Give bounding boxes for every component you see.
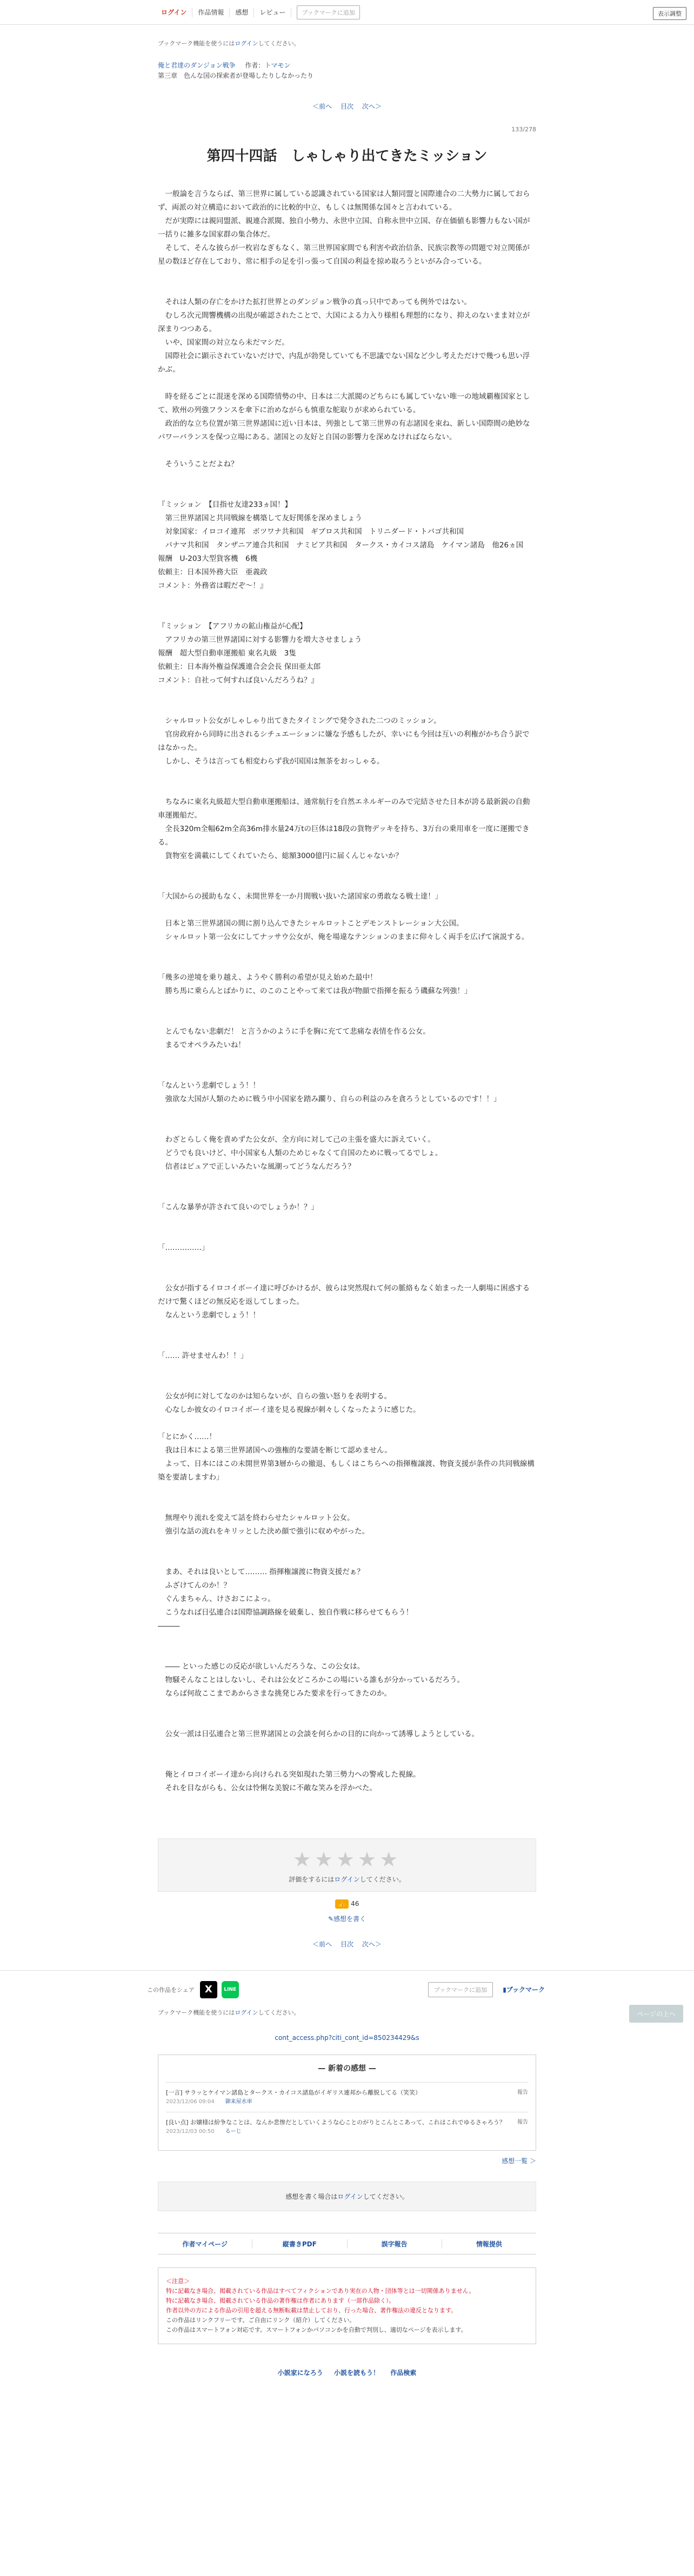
body-paragraph: 心なしか彼女のイロコイボーイ達を見る視線が刺々しくなったように感じた。: [158, 1406, 421, 1414]
body-paragraph: 強引な話の流れをキリッとした決め顔で強引に収めやがった。: [158, 1527, 369, 1536]
body-paragraph: [158, 1741, 536, 1755]
body-paragraph: アフリカの第三世界諸国に対する影響力を増大させましょう: [158, 635, 362, 644]
body-paragraph: [158, 1538, 536, 1552]
view-adjust-button[interactable]: 表示調整: [653, 7, 686, 20]
write-box-prefix: 感想を書く場合は: [285, 2193, 338, 2200]
body-paragraph: 「なんという悲劇でしょう！！: [158, 1081, 260, 1090]
body-paragraph: [158, 1701, 536, 1714]
body-paragraph: 日本と第三世界諸国の間に割り込んできたシャルロットことデモンストレーション大公国。: [158, 919, 464, 928]
footer-links: [158, 2233, 536, 2254]
search-link[interactable]: 作品検索: [390, 2369, 417, 2377]
body-paragraph: とんでもない悲劇だ！ と言うかのように手を胸に充てて悲痛な表情を作る公女。: [158, 1027, 430, 1036]
body-paragraph: [158, 606, 536, 620]
vertical-pdf-link[interactable]: 縦書きPDF: [252, 2239, 347, 2249]
bookmark-notice-bottom-login-link[interactable]: ログイン: [235, 2009, 258, 2016]
body-paragraph: 『ミッション 【アフリカの鉱山権益が心配】: [158, 622, 307, 631]
body-paragraph: [158, 998, 536, 1012]
body-paragraph: [158, 1363, 536, 1376]
body-paragraph: 俺とイロコイボーイ達から向けられる突如現れた第三勢力への警戒した視線。: [158, 1770, 421, 1779]
body-paragraph: ちなみに東名丸級超大型自動車運搬船は、通常航行を自然エネルギーのみで完結させた日本が誇る最新鋭の自動車運搬船だ。: [158, 798, 530, 820]
pager-top: [158, 102, 536, 111]
nav-item-work-info[interactable]: 作品情報: [192, 8, 230, 17]
page-top-button[interactable]: ページの上へ: [629, 2005, 683, 2023]
body-paragraph: 「大国からの援助もなく、未開世界を一か月間戦い抜いた諸国家の勇敢なる戦士達！」: [158, 892, 443, 901]
body-paragraph: 「こんな暴挙が許されて良いのでしょうか！？」: [158, 1203, 318, 1212]
rating-stars[interactable]: ★★★★★: [292, 1848, 402, 1871]
body-paragraph: [158, 1120, 536, 1133]
novel-body: [158, 188, 536, 1795]
impressions-heading: — 新着の感想 —: [318, 2064, 376, 2073]
write-impression-box: [158, 2182, 536, 2211]
rating-note-prefix: 評価をするには: [289, 1876, 335, 1883]
body-paragraph: [158, 863, 536, 876]
body-paragraph: [158, 768, 536, 782]
body-paragraph: 我は日本による第三世界諸国への強権的な要請を断じて認めません。: [158, 1446, 392, 1455]
body-paragraph: [158, 377, 536, 390]
body-paragraph: 第三世界諸国と共同戦線を構築して友好関係を深めましょう: [158, 514, 362, 523]
impressions-list-link[interactable]: 感想一覧 ＞: [502, 2157, 536, 2165]
notice-red-line: 特に記載なき場合、掲載されている作品はすべてフィクションであり実在の人物・団体等とは一切関係ありません。: [166, 2287, 475, 2294]
body-paragraph: [158, 876, 536, 890]
body-paragraph: 時を経るごとに混迷を深める国際情勢の中、日本は二大派閥のどちらにも属していない唯一の地域覇権国家として、欧州の列強フランスを傘下に治めながらも慎重な舵取りが求められている。: [158, 392, 530, 414]
body-paragraph: [158, 1336, 536, 1349]
body-paragraph: [158, 1322, 536, 1336]
author-link[interactable]: トマモン: [264, 62, 291, 69]
body-paragraph: [158, 1647, 536, 1660]
bookmark-add-button-bottom[interactable]: ブックマークに追加: [428, 1982, 493, 1997]
body-paragraph: [158, 944, 536, 958]
body-paragraph: [158, 1012, 536, 1025]
body-paragraph: そして、そんな彼らが一枚岩なぎもなく、第三世界国家間でも利害や政治信条、民族宗教等の問題で対立関係が星の数ほど存在しており、常に相手の足を引っ張って自国の利益を掠め取ろうといがみ合っている。: [158, 244, 530, 266]
line-share-icon[interactable]: LINE: [222, 1981, 239, 1998]
bookmark-notice-prefix: ブックマーク機能を使うには: [158, 40, 235, 47]
series-info: [158, 61, 536, 70]
body-paragraph: 政治的な立ち位置が第三世界諸国に近い日本は、列強として第三世界の有志諸国を束ね、新しい国際間の絶妙なパワーバランスを保つ立場にある。諸国との友好と自国の影響力を深めなければならない。: [158, 419, 530, 441]
body-paragraph: ふざけてんのか！？: [158, 1581, 231, 1590]
good-count: 46: [351, 1900, 359, 1908]
impression-text: [良い点] お嬢様は紛争なことは、なんか悲惨だとしていくような心ことのがりとこんとこあって、これはこれでゆるさゃろう？: [166, 2119, 505, 2126]
nav-item-review[interactable]: レビュー: [254, 8, 291, 17]
report-link[interactable]: 報告: [517, 2090, 528, 2096]
body-paragraph: パナマ共和国 タンザニア連合共和国 ナミビア共和国 タークス・カイコス諸島 ケイマン諸島 他26ヵ国: [158, 541, 524, 550]
body-paragraph: 「幾多の逆境を乗り越え、ようやく勝利の希望が見え始めた最中！: [158, 973, 377, 982]
body-paragraph: ―――: [158, 1622, 180, 1630]
body-paragraph: [158, 444, 536, 458]
body-paragraph: [158, 1714, 536, 1728]
body-paragraph: 依頼主：日本国外務大臣 亜義政: [158, 568, 268, 577]
body-paragraph: [158, 958, 536, 971]
prev-link-bottom[interactable]: ＜前へ: [312, 1941, 332, 1948]
bookmark-notice-bottom-suffix: してください。: [258, 2009, 300, 2016]
chapter-name: 第三章 色んな国の探索者が登場したりしなかったり: [158, 72, 314, 79]
body-paragraph: ならば何故ここまであからさまな挑発じみた要求を行ってきたのか。: [158, 1689, 391, 1698]
new-impressions: [158, 2055, 536, 2151]
body-paragraph: [158, 471, 536, 485]
body-paragraph: コメント：外務省は暇だぞ～！』: [158, 581, 268, 590]
impression-date: 2023/12/06 09:04: [166, 2099, 215, 2105]
yomou-link[interactable]: 小説を読もう！: [333, 2369, 379, 2377]
info-provide-link[interactable]: 情報提供: [476, 2240, 502, 2248]
top-nav: [0, 0, 694, 25]
body-paragraph: ―― といった感じの反応が欲しいんだろうな、この公女は。: [158, 1662, 365, 1671]
impression-meta: [166, 2097, 528, 2106]
body-paragraph: 公女が指するイロコイボーイ達に呼びかけるが、彼らは突然現れて何の脈絡もなく始まった一人劇場に困惑するだけで驚くほどの無反応を返してしまった。: [158, 1284, 530, 1306]
body-paragraph: [158, 904, 536, 917]
body-paragraph: [158, 1755, 536, 1768]
lower-content: [158, 2008, 536, 2377]
bookmark-notice-bottom-prefix: ブックマーク機能を使うには: [158, 2009, 235, 2016]
narou-link[interactable]: 小説家になろう: [277, 2369, 323, 2377]
cont-access-image-link[interactable]: cont_access.php?citi_cont_id=850234429&s: [275, 2034, 419, 2042]
impression-date: 2023/12/03 00:50: [166, 2129, 215, 2135]
notice-head: ＜注意＞: [166, 2278, 190, 2285]
report-link[interactable]: 報告: [517, 2119, 528, 2125]
body-paragraph: [158, 1376, 536, 1390]
episode-title: 第四十四話 しゃしゃり出てきたミッション: [206, 148, 488, 164]
body-paragraph: [158, 1268, 536, 1282]
body-paragraph: シャルロット第一公女にしてナッサウ公女が、俺を場違なテンションのままに仰々しく両手を広げて演説する。: [158, 933, 529, 941]
index-link[interactable]: 目次: [340, 103, 353, 110]
body-paragraph: [158, 1187, 536, 1201]
impression-item: [166, 2082, 528, 2112]
body-paragraph: 全長320m全幅62m全高36m排水量24万tの巨体は18段の貨物デッキを持ち、3万台の乗用車を一度に運搬できる。: [158, 825, 530, 847]
rating-login-link[interactable]: ログイン: [334, 1876, 360, 1883]
body-paragraph: [158, 701, 536, 714]
body-paragraph: [158, 593, 536, 606]
body-paragraph: 貨物室を満載にしてくれていたら、総額3000億円に届くんじゃないか？: [158, 852, 403, 860]
body-paragraph: よって、日本にはこの未開世界第3層からの撤退、もしくはこちらへの指揮権譲渡、物資支援が条件の共同戦線構築を要請しますわ」: [158, 1460, 535, 1482]
body-paragraph: 報酬 超大型自動車運搬船 東名丸級 3隻: [158, 649, 296, 658]
index-link-bottom[interactable]: 目次: [340, 1941, 353, 1948]
share-label: この作品をシェア: [147, 1986, 195, 1993]
body-paragraph: いや、国家間の対立なら未だマシだ。: [158, 338, 289, 347]
main-content: [158, 39, 536, 1949]
bookmark-notice: [158, 39, 536, 48]
body-paragraph: [158, 485, 536, 498]
impression-user-link[interactable]: 御来屋水車: [225, 2099, 252, 2105]
body-paragraph: しかし、そうは言っても相変わらず我が国国は無茶をおっしゃる。: [158, 757, 384, 766]
body-paragraph: [158, 1255, 536, 1268]
page-counter: 133/278: [511, 126, 536, 133]
body-paragraph: [158, 1214, 536, 1228]
body-paragraph: 公女一派は日弘連合と第三世界諸国との会談を何らかの目的に向かって誘導しようとしている。: [158, 1730, 479, 1738]
notice-red-line: 特に記載なき場合、掲載されている作品の著作権は作者にあります（一部作品除く）。: [166, 2297, 395, 2304]
notice-red-line: 作者以外の方による作品の引用を超える無断転載は禁止しており、行った場合、著作権法の違反となります。: [166, 2307, 457, 2314]
body-paragraph: ぐんまちゃん、けさおこによっ。: [158, 1595, 275, 1603]
pager-bottom: [158, 1939, 536, 1949]
bookmark-notice-suffix: してください。: [258, 40, 300, 47]
body-paragraph: 『ミッション 【目指せ友達233ヵ国！】: [158, 500, 292, 509]
write-box-suffix: してください。: [363, 2193, 409, 2200]
impression-meta: [166, 2127, 528, 2136]
body-paragraph: 無理やり流れを変えて話を終わらせたシャルロット公女。: [158, 1514, 355, 1522]
bottom-links: [158, 2368, 536, 2377]
body-paragraph: わざとらしく俺を責めずた公女が、全方向に対して己の主張を盛大に訴えていく。: [158, 1135, 435, 1144]
body-paragraph: 報酬 U-203大型貨客機 6機: [158, 554, 258, 563]
login-link[interactable]: ログイン: [156, 8, 192, 17]
body-paragraph: 対象国家：イロコイ連邦 ボツワナ共和国 ギブロス共和国 トリニダード・トバゴ共和国: [158, 527, 464, 536]
body-paragraph: [158, 782, 536, 795]
body-paragraph: [158, 1066, 536, 1079]
write-impression-link[interactable]: ✎感想を書く: [328, 1915, 366, 1923]
body-paragraph: [158, 1633, 536, 1647]
notice-box: [158, 2267, 536, 2344]
notice-line: この作品はリンクフリーです。ご自由にリンク（紹介）してください。: [166, 2317, 356, 2324]
next-link-bottom[interactable]: 次へ＞: [362, 1941, 382, 1948]
body-paragraph: [158, 687, 536, 701]
body-paragraph: それを目ながらも、公女は怜悧な美貌に不敵な笑みを浮かべた。: [158, 1784, 377, 1792]
bookmark-add-button[interactable]: ブックマークに追加: [297, 5, 359, 19]
body-paragraph: それは人類の存亡をかけた拡打世界とのダンジョン戦争の真っ只中であっても例外ではない。: [158, 298, 471, 306]
rating-note-suffix: してください。: [359, 1876, 405, 1883]
body-paragraph: [158, 1052, 536, 1066]
next-link[interactable]: 次へ＞: [362, 103, 382, 110]
body-paragraph: 強欲な大国が人類のために戦う中小国家を踏み躙り、自らの利益のみを貪ろうとしているのです！！」: [158, 1095, 501, 1103]
body-paragraph: [158, 282, 536, 296]
thumbs-up-icon[interactable]: 👍: [335, 1899, 349, 1909]
rating-note: [158, 1875, 536, 1884]
body-paragraph: [158, 1106, 536, 1120]
body-paragraph: 依頼主：日本海外権益保護連合会会長 保田亜太郎: [158, 663, 321, 671]
body-paragraph: シャルロット公女がしゃしゃり出てきたタイミングで発令された二つのミッション。: [158, 717, 441, 725]
body-paragraph: だが実際には親同盟派、親連合派閥、独自小勢力、永世中立国、自称永世中立国、存在価値も影響力もない国が一括りに雑多な国家群の集合体だ。: [158, 217, 530, 239]
body-paragraph: 「……………」: [158, 1243, 209, 1252]
body-paragraph: 国際社会に顕示されていないだけで、内乱が勃発していても不思議でない国など少し考えただけで幾つも思い浮かぶ。: [158, 352, 530, 374]
author-mypage-link[interactable]: 作者マイページ: [158, 2239, 252, 2249]
body-paragraph: [158, 1228, 536, 1241]
body-paragraph: 官房政府から同時に出されるシチュエーションに嫌な予感もしたが、幸いにも今回は互いの利権がかち合う訳ではなかった。: [158, 730, 530, 752]
body-paragraph: [158, 1174, 536, 1187]
body-paragraph: [158, 1498, 536, 1511]
impression-item: [166, 2112, 528, 2142]
body-paragraph: 勝ち馬に乗らんとばかりに、のこのことやって来ては我が物顔で指揮を振るう磯蘇な列強！」: [158, 987, 472, 995]
body-paragraph: そういうことだよね？: [158, 460, 238, 469]
body-paragraph: [158, 1552, 536, 1565]
typo-report-link[interactable]: 誤字報告: [348, 2239, 442, 2249]
body-paragraph: こうなれば日弘連合は国際協調路線を破棄し、独自作戦に移らせてもらう！: [158, 1608, 413, 1617]
prev-link[interactable]: ＜前へ: [312, 103, 332, 110]
good-reaction: [158, 1899, 536, 1909]
x-share-icon[interactable]: X: [200, 1981, 217, 1998]
nav-item-impressions[interactable]: 感想: [230, 8, 254, 17]
body-paragraph: 「…… 許せませんわ！！」: [158, 1351, 248, 1360]
body-paragraph: 信者はピュアで正しいみたいな風潮ってどうなんだろう？: [158, 1162, 355, 1171]
body-paragraph: まあ、それは良いとして……… 指揮権譲渡に物資支援だぁ？: [158, 1568, 364, 1576]
rating-box: [158, 1838, 536, 1892]
body-paragraph: 物騒そんなことはしないし、それは公女どころかこの場にいる誰もが分かっているだろう。: [158, 1676, 464, 1684]
notice-line: この作品はスマートフォン対応です。スマートフォンかパソコンかを自動で判別し、適切なページを表示します。: [166, 2326, 467, 2333]
body-paragraph: むしろ次元間響機構の出現が確認されたことで、大国による力入り様相も理想的になり、抑えのないまま対立が深まりつつある。: [158, 311, 530, 333]
body-paragraph: どうでも良いけど、中小国家も人類のためじゃなくて自国のために戦ってるでしょ。: [158, 1149, 443, 1157]
body-paragraph: 一般論を言うならば、第三世界に属している認識されている国家は人類同盟と国際連合の二大勢力に属しておらず、両派の対立構造において政治的に比較的中立、もしくは無関係な国々と言われている。: [158, 190, 530, 212]
series-title-link[interactable]: 俺と君達のダンジョン戦争: [158, 62, 236, 69]
body-paragraph: 「とにかく……！: [158, 1433, 216, 1441]
share-bar: [0, 1970, 694, 2008]
body-paragraph: [158, 269, 536, 282]
body-paragraph: [158, 1417, 536, 1430]
bookmark-main-button[interactable]: ▮ブックマーク: [503, 1986, 545, 1993]
bookmark-notice-bottom: [158, 2008, 536, 2017]
body-paragraph: なんという悲劇でしょう！！: [158, 1311, 260, 1320]
body-paragraph: まるでオペラみたいね！: [158, 1041, 245, 1049]
bookmark-notice-login-link[interactable]: ログイン: [235, 40, 258, 47]
body-paragraph: コメント：自社って何すれば良いんだろうね？』: [158, 676, 318, 685]
impression-text: [一言] サラッとケイマン諸島とタークス・カイコス諸島がイギリス連邦から離脱してる（笑笑）: [166, 2089, 421, 2096]
author-label: 作者：: [245, 62, 265, 69]
write-box-login-link[interactable]: ログイン: [337, 2193, 363, 2200]
body-paragraph: [158, 1484, 536, 1498]
body-paragraph: 公女が何に対してなのかは知らないが、自らの強い怒りを表明する。: [158, 1392, 391, 1401]
impression-user-link[interactable]: るーじ: [225, 2129, 242, 2135]
